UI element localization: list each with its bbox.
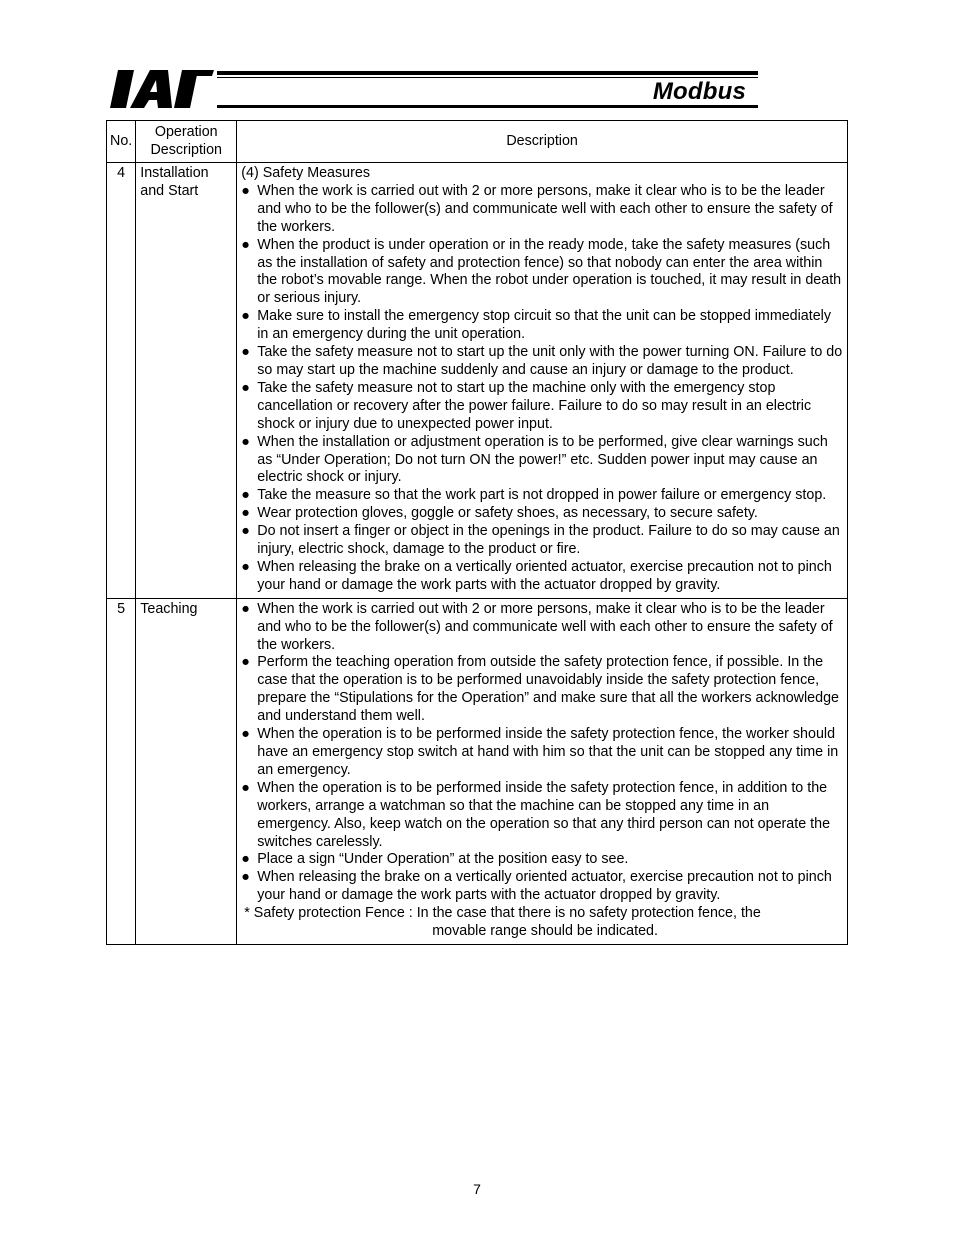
bullet-icon: ●	[241, 344, 250, 361]
row-description	[237, 163, 848, 599]
bullet-icon: ●	[241, 869, 250, 886]
list-item-text: Take the safety measure not to start up the unit only with the power turning ON. Failure to do so may start up the machine suddenly and cause an injury or damage to the product.	[257, 344, 843, 378]
bullet-icon: ●	[241, 851, 250, 868]
list-item-text: Do not insert a finger or object in the openings in the product. Failure to do so may cause an injury, electric shock, damage to the product or fire.	[257, 523, 840, 558]
list-item-text: When the installation or adjustment operation is to be performed, give clear warnings such as “Under Operation; Do not turn ON the power!” etc. Sudden power input may cause an electric shock or injury.	[257, 433, 828, 486]
bullet-icon: ●	[241, 505, 250, 522]
list-item	[241, 654, 844, 726]
list-item-text: Place a sign “Under Operation” at the position easy to see.	[257, 851, 629, 868]
row-operation: Installation and Start	[136, 163, 237, 599]
list-item-text: When releasing the brake on a vertically oriented actuator, exercise precaution not to pinch your hand or damage the work parts with the actuator dropped by gravity.	[257, 558, 832, 593]
list-item-text: When the operation is to be performed inside the safety protection fence, in addition to the workers, arrange a watchman so that the machine can be stopped any time in an emergency. Also, keep watch on the operation so that any third person can not operate the switches carelessly.	[257, 779, 831, 850]
header-no: No.	[107, 121, 136, 163]
table-row	[107, 598, 848, 944]
list-item-text: Perform the teaching operation from outside the safety protection fence, if possible. In the case that the operation is to be performed unavoidably inside the safety protection fence, prepare the “Stipulations for the Operation” and make sure that all the workers acknowledge and understand them well.	[257, 654, 839, 725]
section-subtitle: (4) Safety Measures	[241, 165, 370, 181]
bullet-icon: ●	[241, 236, 250, 253]
list-item	[241, 308, 844, 344]
bullet-icon: ●	[241, 308, 250, 325]
page-number: 7	[473, 1181, 481, 1197]
row-number: 5	[107, 598, 136, 944]
bullet-list	[241, 183, 844, 595]
list-item-text: When the operation is to be performed inside the safety protection fence, the worker should have an emergency stop switch at hand with him so that the unit can be stopped any time in an emergency.	[257, 726, 839, 778]
header-description: Description	[237, 121, 848, 163]
list-item-text: Take the measure so that the work part is not dropped in power failure or emergency stop.	[257, 487, 827, 504]
list-item	[241, 344, 844, 380]
bullet-icon: ●	[241, 600, 250, 617]
table-row	[107, 163, 848, 599]
row-operation: Teaching	[136, 598, 237, 944]
bullet-icon: ●	[241, 523, 250, 540]
table-header-row	[107, 121, 848, 163]
list-item-text: When the work is carried out with 2 or more persons, make it clear who is to be the leader and who to be the follower(s) and communicate well with each other to ensure the safety of the workers.	[257, 600, 833, 653]
list-item-text: Wear protection gloves, goggle or safety shoes, as necessary, to secure safety.	[257, 505, 758, 522]
list-item-text: Take the safety measure not to start up the machine only with the emergency stop cancellation or recovery after the power failure. Failure to do so may result in an electric shock or injury due to unexpected power input.	[257, 379, 812, 432]
list-item-text: When releasing the brake on a vertically oriented actuator, exercise precaution not to pinch your hand or damage the work parts with the actuator dropped by gravity.	[257, 869, 832, 904]
list-item	[241, 380, 844, 434]
list-item	[241, 726, 844, 780]
list-item-text: Make sure to install the emergency stop circuit so that the unit can be stopped immediately in an emergency during the unit operation.	[257, 308, 832, 343]
list-item	[241, 237, 844, 309]
bullet-icon: ●	[241, 487, 250, 504]
footnote-continuation: movable range should be indicated.	[432, 923, 658, 940]
list-item	[241, 869, 844, 905]
safety-table	[106, 120, 848, 945]
list-item	[241, 505, 844, 523]
bullet-icon: ●	[241, 779, 250, 796]
footnote-line: * Safety protection Fence : In the case that there is no safety protection fence, the	[244, 905, 761, 922]
list-item	[241, 780, 844, 852]
header-operation: Operation Description	[136, 121, 237, 163]
bullet-icon: ●	[241, 558, 250, 575]
list-item	[241, 559, 844, 595]
list-item	[241, 434, 844, 488]
list-item	[241, 487, 844, 505]
bullet-icon: ●	[241, 726, 250, 743]
row-description	[237, 598, 848, 944]
header-rule-top	[217, 71, 758, 75]
list-item-text: When the work is carried out with 2 or more persons, make it clear who is to be the leader and who to be the follower(s) and communicate well with each other to ensure the safety of the workers.	[257, 182, 833, 235]
bullet-icon: ●	[241, 182, 250, 199]
row-number: 4	[107, 163, 136, 599]
list-item	[241, 851, 844, 869]
bullet-icon: ●	[241, 654, 250, 671]
brand-title: Modbus	[652, 78, 746, 105]
page-header	[110, 68, 760, 110]
bullet-icon: ●	[241, 379, 250, 396]
bullet-list	[241, 601, 844, 905]
list-item	[241, 601, 844, 655]
list-item	[241, 183, 844, 237]
list-item-text: When the product is under operation or in the ready mode, take the safety measures (such as the installation of safety and protection fence) so that nobody can enter the area within the robot’s movable range. When the robot under operation is touched, it may result in death or serious injury.	[257, 236, 842, 307]
bullet-icon: ●	[241, 433, 250, 450]
iai-logo	[110, 70, 214, 108]
list-item	[241, 523, 844, 559]
